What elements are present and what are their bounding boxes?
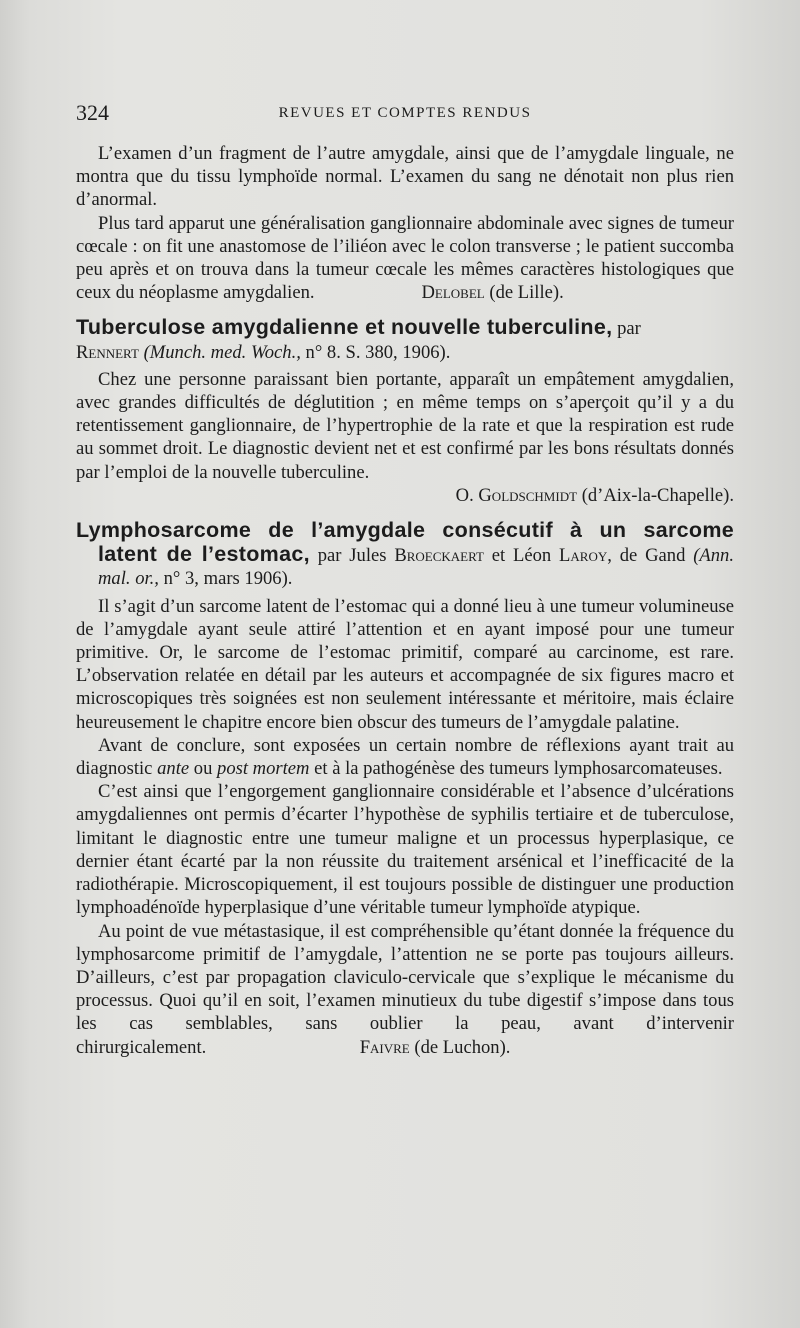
heading-et: et Léon bbox=[491, 545, 552, 567]
heading-par: par Jules bbox=[317, 545, 387, 567]
signature-initial: O. bbox=[455, 484, 474, 506]
article-title: Lymphosarcome de l’amygdale consécutif à un sarcome latent de l’estomac, bbox=[76, 518, 734, 567]
paragraph bbox=[76, 734, 734, 780]
paragraph-text: et à la pathogénèse des tumeurs lymphosarcomateuses. bbox=[314, 758, 723, 780]
running-title: REVUES ET COMPTES RENDUS bbox=[278, 105, 532, 121]
paragraph bbox=[76, 212, 734, 305]
paragraph: Chez une personne paraissant bien portante, apparaît un empâtement amygdalien, avec grandes difficultés de déglutition ; en même temps on s’aperçoit qu’il y a du retentissement ganglionnaire, de l’hypertrophie de la rate et que la respiration est rude au sommet droit. Le diagnostic devient net et est confirmé par les bons résultats donnés par l’emploi de la nouvelle tuberculine. bbox=[76, 368, 734, 483]
page-body bbox=[76, 142, 734, 1059]
paragraph-text: Plus tard apparut une généralisation ganglionnaire abdominale avec signes de tumeur cœcale : on fit une anastomose de l’iliéon avec le colon transverse ; le patient succomba peu après et on trouva dans la tumeur cœcale les mêmes caractères histologiques que ceux du néoplasme amygdalien. bbox=[76, 212, 734, 304]
signature-place: (de Lille). bbox=[489, 282, 564, 304]
italic-term: ante bbox=[157, 758, 190, 780]
signature bbox=[76, 484, 734, 507]
page-header bbox=[76, 100, 734, 126]
signature-author: Goldschmidt bbox=[478, 484, 578, 506]
article-author: Broeckaert bbox=[394, 545, 484, 567]
article-place: , de Gand bbox=[607, 545, 686, 567]
paragraph bbox=[76, 920, 734, 1059]
article-reference: n° 8. S. 380, 1906). bbox=[305, 341, 451, 363]
signature-author: Delobel bbox=[421, 282, 485, 304]
italic-term: post mortem bbox=[217, 758, 310, 780]
paragraph-text: Avant de conclure, sont exposées un certain nombre de réflexions ayant trait au diagnostic bbox=[76, 734, 734, 780]
paragraph: Il s’agit d’un sarcome latent de l’estomac qui a donné lieu à une tumeur volumineuse de l’amygdale ayant seule attiré l’attention et en ayant imposé pour une tumeur primitive. Or, le sarcome de l’estomac primitif, comparé au carcinome, est rare. L’observation relatée en détail par les auteurs et accompagnée de six figures macro et microscopiques très soignées est non seulement intéressante et méritoire, mais éclaire heureusement le chapitre encore bien obscur des tumeurs de l’amygdale palatine. bbox=[76, 595, 734, 733]
signature-place: (de Luchon). bbox=[414, 1036, 511, 1058]
paragraph: L’examen d’un fragment de l’autre amygdale, ainsi que de l’amygdale linguale, ne montra que du tissu lymphoïde normal. L’examen du sang ne dénotait non plus rien d’anormal. bbox=[76, 143, 734, 211]
page-number: 324 bbox=[76, 100, 109, 125]
paragraph: C’est ainsi que l’engorgement ganglionnaire considérable et l’absence d’ulcérations amygdaliennes ont permis d’écarter l’hypothèse de syphilis tertiaire et de tuberculose, limitant le diagnostic entre une tumeur maligne et un processus hyperplasique, ce dernier étant écarté par la non réussite du traitement arsénical et l’inefficacité de la radiothérapie. Microscopiquement, il est toujours possible de distinguer une production lymphoadénoïde hyperplasique d’une véritable tumeur lymphoïde atypique. bbox=[76, 781, 734, 919]
signature-author: Faivre bbox=[359, 1036, 410, 1058]
paragraph-text: ou bbox=[193, 758, 213, 780]
article-reference-journal: (Ann. mal. or., bbox=[98, 545, 734, 590]
article-heading bbox=[76, 316, 734, 363]
article-reference-journal: (Munch. med. Woch., bbox=[143, 341, 301, 363]
paragraph-text: Au point de vue métastasique, il est compréhensible qu’étant donnée la fréquence du lymphosarcome primitif de l’amygdale, l’attention ne se porte pas toujours ailleurs. D’ailleurs, c’est par propagation claviculo-cervicale que s’explique le mécanisme du processus. Quoi qu’il en soit, l’examen minutieux du tube digestif s’impose dans tous les cas semblables, sans oublier la peau, avant d’intervenir chirurgicalement. bbox=[76, 920, 734, 1058]
signature-place: (d’Aix-la-Chapelle). bbox=[581, 484, 734, 506]
article-author: Laroy bbox=[559, 545, 608, 567]
article-reference: n° 3, mars 1906). bbox=[163, 568, 293, 590]
heading-par: par bbox=[617, 318, 641, 340]
article-heading bbox=[76, 519, 734, 591]
article-author: Rennert bbox=[76, 341, 139, 363]
article-title: Tuberculose amygdalienne et nouvelle tuberculine, bbox=[76, 315, 613, 340]
